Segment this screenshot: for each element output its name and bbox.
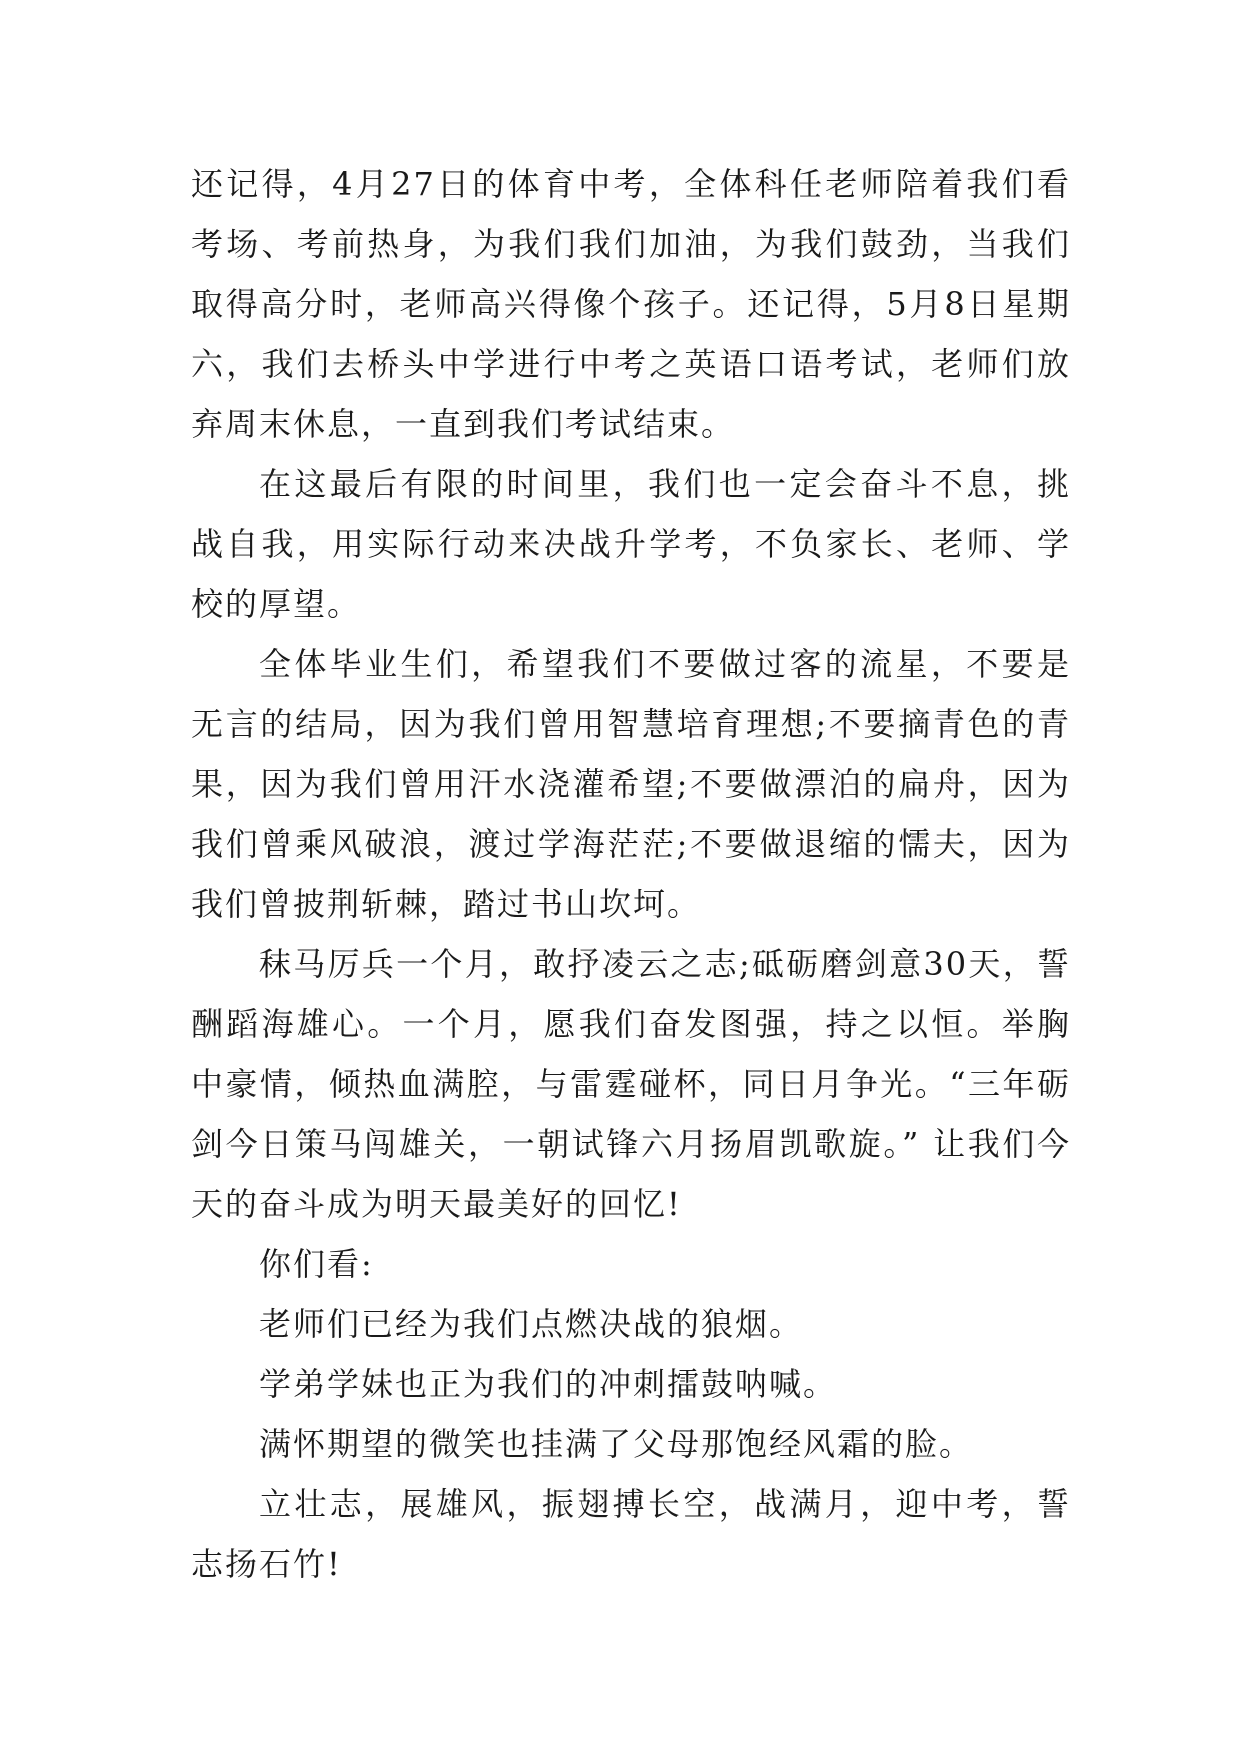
paragraph-9: 立壮志，展雄风，振翅搏长空，战满月，迎中考，誓志扬石竹! bbox=[191, 1485, 1071, 1583]
paragraph-7: 学弟学妹也正为我们的冲刺擂鼓呐喊。 bbox=[259, 1365, 838, 1403]
paragraph-1: 还记得，4月27日的体育中考，全体科任老师陪着我们看考场、考前热身，为我们我们加油，为我们鼓劲，当我们取得高分时，老师高兴得像个孩子。还记得，5月8日星期六，我们去桥头中学进行中考之英语口语考试，老师们放弃周末休息，一直到我们考试结束。 bbox=[191, 165, 1071, 443]
paragraph-6: 老师们已经为我们点燃决战的狼烟。 bbox=[259, 1305, 804, 1343]
paragraph-8: 满怀期望的微笑也挂满了父母那饱经风霜的脸。 bbox=[259, 1425, 974, 1463]
paragraph-3: 全体毕业生们，希望我们不要做过客的流星，不要是无言的结局，因为我们曾用智慧培育理想;不要摘青色的青果，因为我们曾用汗水浇灌希望;不要做漂泊的扁舟，因为我们曾乘风破浪，渡过学海茫茫;不要做退缩的懦夫，因为我们曾披荆斩棘，踏过书山坎坷。 bbox=[191, 645, 1071, 923]
paragraph-4: 秣马厉兵一个月，敢抒凌云之志;砥砺磨剑意30天，誓酬蹈海雄心。一个月，愿我们奋发图强，持之以恒。举胸中豪情，倾热血满腔，与雷霆碰杯，同日月争光。“三年砺剑今日策马闯雄关，一朝试锋六月扬眉凯歌旋。” 让我们今天的奋斗成为明天最美好的回忆! bbox=[191, 945, 1071, 1223]
paragraph-5: 你们看: bbox=[259, 1245, 374, 1283]
document-body bbox=[191, 154, 1071, 1594]
paragraph-2: 在这最后有限的时间里，我们也一定会奋斗不息，挑战自我，用实际行动来决战升学考，不负家长、老师、学校的厚望。 bbox=[191, 465, 1071, 623]
